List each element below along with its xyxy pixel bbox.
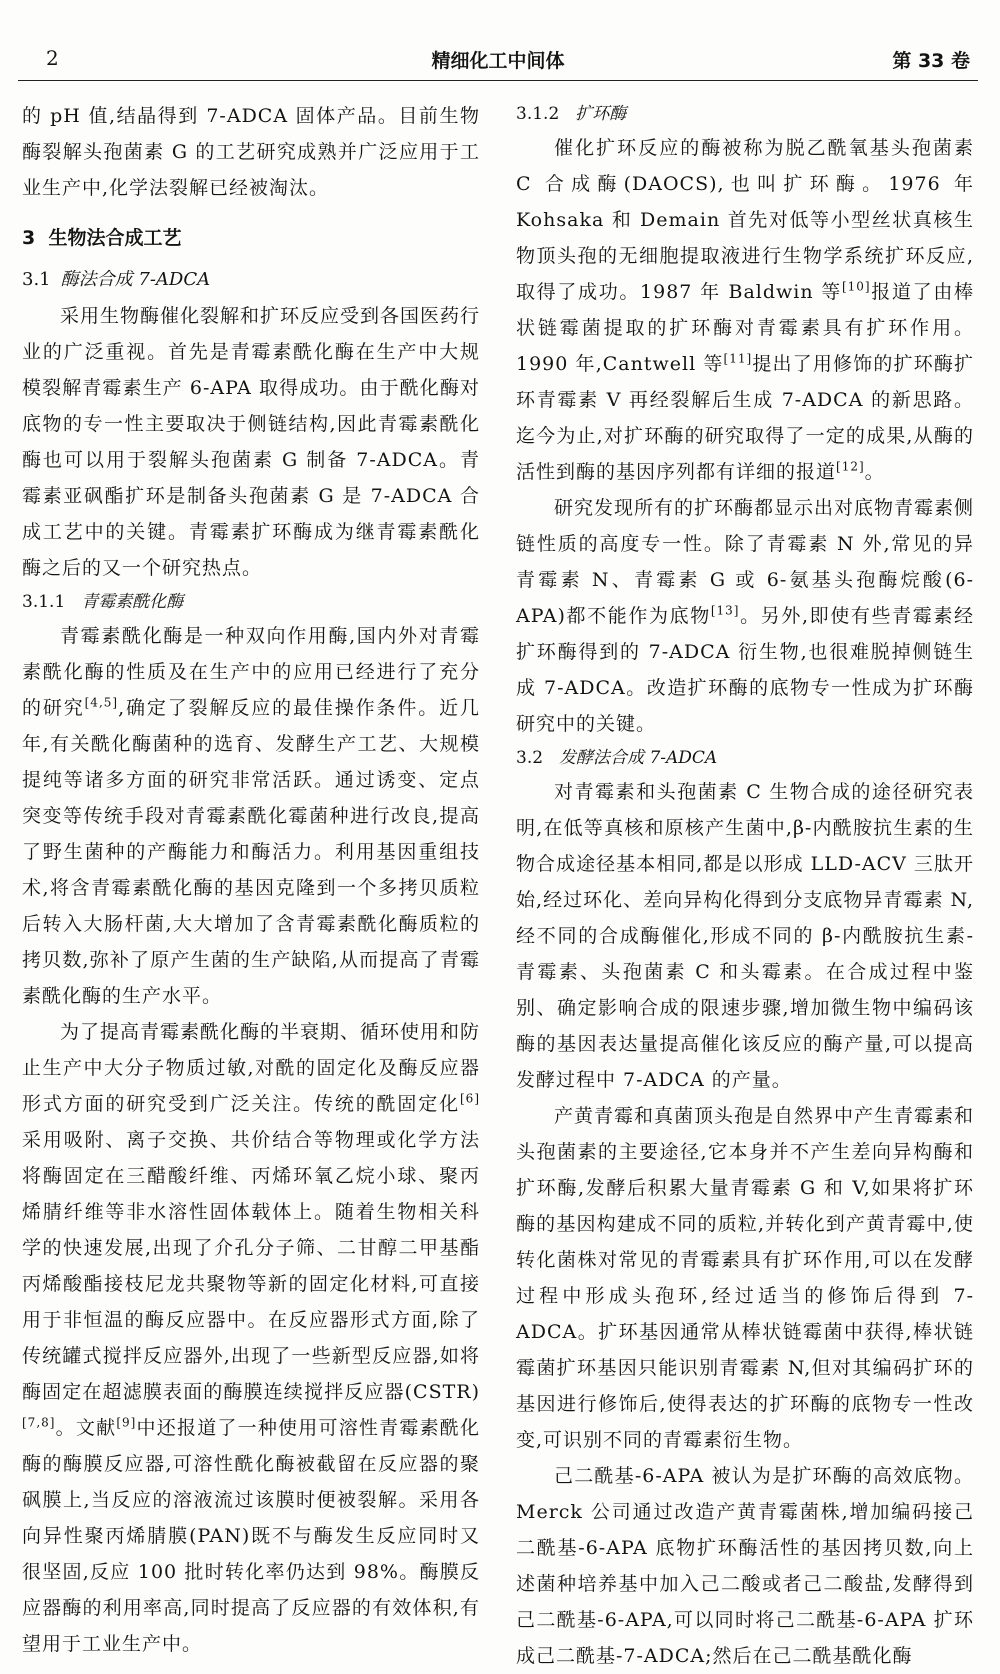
text-run: ,确定了裂解反应的最佳操作条件。近几年,有关酰化酶菌种的选育、发酵生产工艺、大规模提纯等诸多方面的研究非常活跃。通过诱变、定点突变等传统手段对青霉素酰化霉菌种进行改良,提高了野生菌种的产酶能力和酶活力。利用基因重组技术,将含青霉素酰化酶的基因克隆到一个多拷贝质粒后转入大肠杆菌,大大增加了含青霉素酰化酶质粒的拷贝数,弥补了原产生菌的生产缺陷,从而提高了青霉素酰化酶的生产水平。 xyxy=(22,697,480,1007)
text-run: 催化扩环反应的酶被称为脱乙酰氧基头孢菌素 C 合成酶(DAOCS),也叫扩环酶。1976 年 Kohsaka 和 Demain 首先对低等小型丝状真核生物顶头孢的无细胞提取液进行生物学系统扩环反应,取得了成功。1987 年 Baldwin 等 xyxy=(516,137,974,303)
citation[interactable]: [13] xyxy=(710,603,740,618)
paragraph xyxy=(22,1014,480,1662)
citation[interactable]: [11] xyxy=(723,351,753,366)
text-run: 研究发现所有的扩环酶都显示出对底物青霉素侧链性质的高度专一性。除了青霉素 N 外,常见的异青霉素 N、青霉素 G 或 6-氨基头孢酶烷酸(6-APA)都不能作为底物 xyxy=(516,497,975,627)
paragraph: 的 pH 值,结晶得到 7-ADCA 固体产品。目前生物酶裂解头孢菌素 G 的工艺研究成熟并广泛应用于工业生产中,化学法裂解已经被淘汰。 xyxy=(22,105,480,199)
text-run: 中还报道了一种使用可溶性青霉素酰化酶的酶膜反应器,可溶性酰化酶被截留在反应器的聚砜膜上,当反应的溶液流过该膜时便被裂解。采用各向异性聚丙烯腈膜(PAN)既不与酶发生反应同时又很坚固,反应 100 批时转化率仍达到 98%。酶膜反应器酶的利用率高,同时提高了反应器的有效体积,有望用于工业生产中。 xyxy=(22,1417,480,1655)
citation[interactable]: [9] xyxy=(116,1415,137,1430)
paragraph xyxy=(22,618,480,1014)
journal-title: 精细化工中间体 xyxy=(431,50,565,72)
section-number: 3.1 xyxy=(22,269,51,290)
paragraph: 己二酰基-6-APA 被认为是扩环酶的高效底物。Merck 公司通过改造产黄青霉菌株,增加编码接己二酰基-6-APA 底物扩环酶活性的基因拷贝数,向上述菌种培养基中加入己二酸或者己二酸盐,发酵得到己二酰基-6-APA,可以同时将己二酰基-6-APA 扩环成己二酰基-7-ADCA;然后在己二酰基酰化酶 xyxy=(516,1465,974,1667)
section-title: 生物法合成工艺 xyxy=(48,227,182,249)
text-run: 青霉素酰化酶是一种双向作用酶,国内外对青霉素酰化酶的性质及在生产中的应用已经进行了充分的研究 xyxy=(22,625,480,719)
citation[interactable]: [10] xyxy=(841,279,871,294)
section-title: 扩环酶 xyxy=(575,104,627,124)
citation[interactable]: [7,8] xyxy=(22,1415,56,1430)
running-header xyxy=(18,40,978,81)
citation[interactable]: [12] xyxy=(836,459,865,474)
text-run: 。文献 xyxy=(55,1417,117,1439)
text-run: 。另外,即使有些青霉素经扩环酶得到的 7-ADCA 衍生物,也很难脱掉侧链生成 7-ADCA。改造扩环酶的底物专一性成为扩环酶研究中的关键。 xyxy=(516,605,974,735)
section-number: 3.1.1 xyxy=(22,592,66,612)
text-run: 提出了用修饰的扩环酶扩环青霉素 V 再经裂解后生成 7-ADCA 的新思路。迄今为止,对扩环酶的研究取得了一定的成果,从酶的活性到酶的基因序列都有详细的报道 xyxy=(516,353,974,483)
section-number: 3 xyxy=(22,227,36,249)
section-title: 酶法合成 7-ADCA xyxy=(60,269,211,290)
text-run: 采用吸附、离子交换、共价结合等物理或化学方法将酶固定在三醋酸纤维、丙烯环氧乙烷小球、聚丙烯腈纤维等非水溶性固体载体上。随着生物相关科学的快速发展,出现了介孔分子筛、二甘醇二甲基酯丙烯酸酯接枝尼龙共聚物等新的固定化材料,可直接用于非恒温的酶反应器中。在反应器形式方面,除了传统罐式搅拌反应器外,出现了一些新型反应器,如将酶固定在超滤膜表面的酶膜连续搅拌反应器(CSTR) xyxy=(22,1129,480,1403)
paragraph: 采用生物酶催化裂解和扩环反应受到各国医药行业的广泛重视。首先是青霉素酰化酶在生产中大规模裂解青霉素生产 6-APA 取得成功。由于酰化酶对底物的专一性主要取决于侧链结构,因此青霉素酰化酶也可以用于裂解头孢菌素 G 制备 7-ADCA。青霉素亚砜酯扩环是制备头孢菌素 G 是 7-ADCA 合成工艺中的关键。青霉素扩环酶成为继青霉素酰化酶之后的又一个研究热点。 xyxy=(22,305,481,579)
section-heading-3-1 xyxy=(22,262,480,298)
right-column xyxy=(516,98,974,1674)
section-heading-3-1-2 xyxy=(516,98,974,130)
citation[interactable]: [4,5] xyxy=(84,695,119,710)
section-title: 青霉素酰化酶 xyxy=(81,592,184,612)
page-number: 2 xyxy=(46,46,59,70)
left-column xyxy=(22,98,480,1662)
section-title: 发酵法合成 7-ADCA xyxy=(559,748,718,768)
text-run: 。 xyxy=(864,461,885,483)
text-run: 为了提高青霉素酰化酶的半衰期、循环使用和防止生产中大分子物质过敏,对酰的固定化及酶反应器形式方面的研究受到广泛关注。传统的酰固定化 xyxy=(22,1021,481,1115)
section-heading-3-2 xyxy=(516,742,974,774)
text-run: 报道了由棒状链霉菌提取的扩环酶对青霉素具有扩环作用。1990 年,Cantwell 等 xyxy=(516,281,974,375)
section-heading-3-1-1 xyxy=(22,586,480,618)
paragraph xyxy=(516,490,974,742)
paragraph: 对青霉素和头孢菌素 C 生物合成的途径研究表明,在低等真核和原核产生菌中,β-内酰胺抗生素的生物合成途径基本相同,都是以形成 LLD-ACV 三肽开始,经过环化、差向异构化得到分支底物异青霉素 N,经不同的合成酶催化,形成不同的 β-内酰胺抗生素-青霉素、头孢菌素 C 和头霉素。在合成过程中鉴别、确定影响合成的限速步骤,增加微生物中编码该酶的基因表达量提高催化该反应的酶产量,可以提高发酵过程中 7-ADCA 的产量。 xyxy=(516,781,974,1091)
section-number: 3.2 xyxy=(516,748,544,768)
paragraph xyxy=(516,130,974,490)
paragraph: 产黄青霉和真菌顶头孢是自然界中产生青霉素和头孢菌素的主要途径,它本身并不产生差向异构酶和扩环酶,发酵后积累大量青霉素 G 和 V,如果将扩环酶的基因构建成不同的质粒,并转化到产黄青霉中,使转化菌株对常见的青霉素具有扩环作用,可以在发酵过程中形成头孢环,经过适当的修饰后得到 7-ADCA。扩环基因通常从棒状链霉菌中获得,棒状链霉菌扩环基因只能识别青霉素 N,但对其编码扩环的基因进行修饰后,使得表达的扩环酶的底物专一性改变,可识别不同的青霉素衍生物。 xyxy=(516,1105,975,1451)
volume-label: 第 33 卷 xyxy=(892,50,970,72)
citation[interactable]: [6] xyxy=(460,1091,480,1106)
section-heading-3 xyxy=(22,220,480,256)
section-number: 3.1.2 xyxy=(516,104,560,124)
